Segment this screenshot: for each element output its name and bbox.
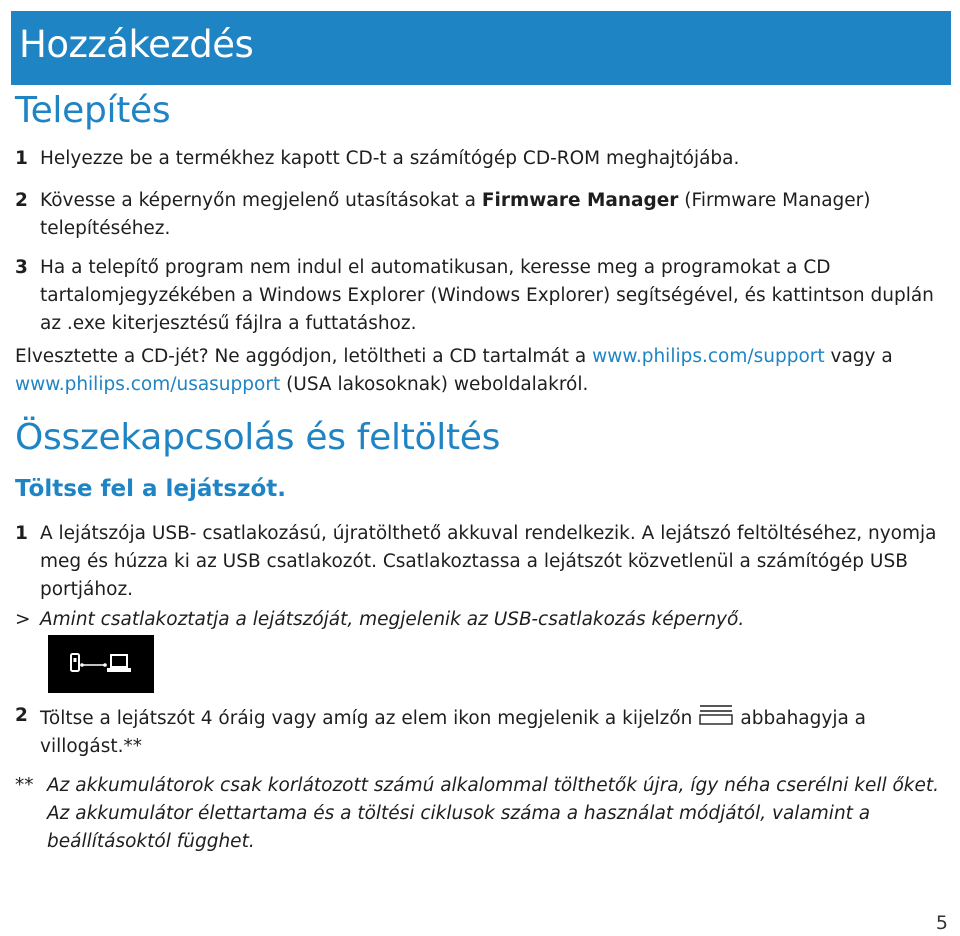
step-number: 2 — [15, 190, 28, 211]
step-number: 1 — [15, 523, 28, 544]
step-number: 2 — [15, 705, 28, 726]
step-text: A lejátszója USB- csatlakozású, újratölthető akkuval rendelkezik. A lejátszó feltöltéséhez, nyomja meg és húzza ki az USB csatlakozót. Csatlakoztassa a lejátszót közvetlenül a számítógép USB portjához. — [40, 523, 937, 600]
footnote-marker: ** — [15, 775, 34, 796]
page-number: 5 — [935, 912, 948, 934]
usasupport-link[interactable]: www.philips.com/usasupport — [15, 374, 281, 395]
result-text: Amint csatlakoztatja a lejátszóját, megjelenik az USB-csatlakozás képernyő. — [40, 609, 745, 630]
step-number: 1 — [15, 148, 28, 169]
step-text: Helyezze be a termékhez kapott CD-t a számítógép CD-ROM meghajtójába. — [40, 148, 740, 169]
connect-step-2 — [15, 702, 950, 761]
step-text: Ha a telepítő program nem indul el automatikusan, keresse meg a programokat a CD tartalomjegyzékében a Windows Explorer (Windows Explorer) segítségével, és kattintson duplán az .exe kiterjesztésű fájlra a futtatáshoz. — [40, 257, 934, 334]
step-text-before: Töltse a lejátszót 4 óráig vagy amíg az elem ikon megjelenik a kijelzőn — [40, 708, 693, 729]
footnote — [15, 772, 950, 856]
step-text-after: (Firmware Manager) telepítéséhez. — [40, 190, 871, 239]
header-bar — [11, 11, 951, 85]
install-heading: Telepítés — [15, 90, 171, 131]
connect-step-1 — [15, 520, 950, 604]
connect-heading: Összekapcsolás és feltöltés — [15, 417, 501, 458]
lost-cd-text-after: (USA lakosoknak) weboldalakról. — [280, 374, 589, 395]
page-title: Hozzákezdés — [19, 23, 254, 66]
step-number: 3 — [15, 257, 28, 278]
lost-cd-paragraph — [15, 343, 950, 399]
charge-subheading: Töltse fel a lejátszót. — [15, 476, 287, 502]
result-marker: > — [15, 609, 31, 630]
install-step-1 — [15, 145, 950, 173]
usb-connection-screen — [48, 635, 154, 693]
install-step-2 — [15, 187, 950, 243]
step-text-after: abbahagyja a villogást.** — [40, 708, 867, 757]
connect-result — [15, 606, 950, 634]
footnote-line-2: Az akkumulátor élettartama és a töltési ciklusok száma a használat módjától, valamint a beállításoktól függhet. — [47, 803, 871, 852]
battery-icon — [698, 702, 734, 726]
usb-connection-screen-icon — [48, 635, 154, 693]
install-step-3 — [15, 254, 950, 338]
step-text-before: Kövesse a képernyőn megjelenő utasításokat a — [40, 190, 482, 211]
lost-cd-text-middle: vagy a — [824, 346, 893, 367]
support-link[interactable]: www.philips.com/support — [592, 346, 825, 367]
lost-cd-text-before: Elvesztette a CD-jét? Ne aggódjon, letöltheti a CD tartalmát a — [15, 346, 593, 367]
footnote-line-1: Az akkumulátorok csak korlátozott számú alkalommal tölthetők újra, így néha cserélni kell őket. — [47, 775, 940, 796]
firmware-manager-name: Firmware Manager — [481, 190, 679, 211]
